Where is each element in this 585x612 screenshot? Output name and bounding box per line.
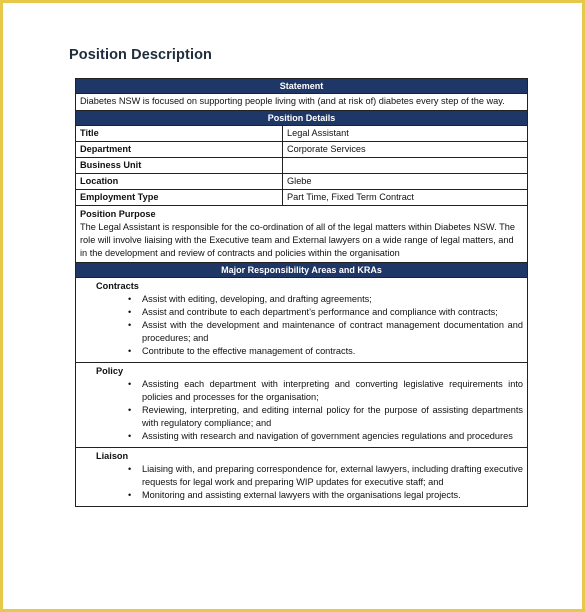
- details-row: [76, 126, 527, 142]
- responsibilities-header: Major Responsibility Areas and KRAs: [76, 263, 527, 278]
- details-row: [76, 174, 527, 190]
- bullet-list: [80, 293, 523, 358]
- section-contracts: [76, 278, 527, 363]
- section-title: Contracts: [96, 281, 139, 291]
- bullet-list: [80, 463, 523, 502]
- details-value: Corporate Services: [287, 144, 366, 154]
- details-row: [76, 158, 527, 174]
- details-row: [76, 142, 527, 158]
- list-item: • Assist with the development and maintenance of contract management documentation and procedures; and: [142, 319, 523, 345]
- details-label: Location: [76, 174, 283, 189]
- details-value: [283, 158, 527, 173]
- details-value: Part Time, Fixed Term Contract: [287, 192, 414, 202]
- purpose-text: The Legal Assistant is responsible for the co-ordination of all of the legal matters within Diabetes NSW. The role will involve liaising with the Executive team and External lawyers on a wide range of legal matters, and in the development and review of contracts and policies within the organisation: [80, 222, 515, 258]
- list-item: • Contribute to the effective management of contracts.: [142, 345, 523, 358]
- list-item: • Assisting each department with interpreting and converting legislative requirements into policies and processes for the organisation;: [142, 378, 523, 404]
- page-title: Position Description: [69, 47, 212, 63]
- position-table: [75, 78, 528, 507]
- details-label: Employment Type: [76, 190, 283, 205]
- details-value: Glebe: [287, 176, 312, 186]
- statement-text: Diabetes NSW is focused on supporting people living with (and at risk of) diabetes every step of the way.: [76, 94, 527, 111]
- list-item: • Assist and contribute to each department’s performance and compliance with contracts;: [142, 306, 523, 319]
- bullet-list: [80, 378, 523, 443]
- list-item: • Monitoring and assisting external lawyers with the organisations legal projects.: [142, 489, 523, 502]
- list-item: • Assisting with research and navigation of government agencies regulations and procedures: [142, 430, 523, 443]
- details-label: Department: [76, 142, 283, 157]
- section-liaison: [76, 448, 527, 506]
- list-item: • Assist with editing, developing, and drafting agreements;: [142, 293, 523, 306]
- section-policy: [76, 363, 527, 448]
- statement-header: Statement: [76, 79, 527, 94]
- details-label: Business Unit: [76, 158, 283, 173]
- details-value: Legal Assistant: [287, 128, 349, 138]
- list-item: • Reviewing, interpreting, and editing internal policy for the purpose of assisting departments with regulatory compliance; and: [142, 404, 523, 430]
- details-header: Position Details: [76, 111, 527, 126]
- section-title: Policy: [96, 366, 124, 376]
- purpose-heading: Position Purpose: [80, 209, 156, 219]
- list-item: • Liaising with, and preparing correspondence for, external lawyers, including drafting executive requests for legal work and preparing WIP updates for executive staff; and: [142, 463, 523, 489]
- position-purpose: [76, 206, 527, 263]
- details-label: Title: [76, 126, 283, 141]
- details-row: [76, 190, 527, 206]
- section-title: Liaison: [96, 451, 129, 461]
